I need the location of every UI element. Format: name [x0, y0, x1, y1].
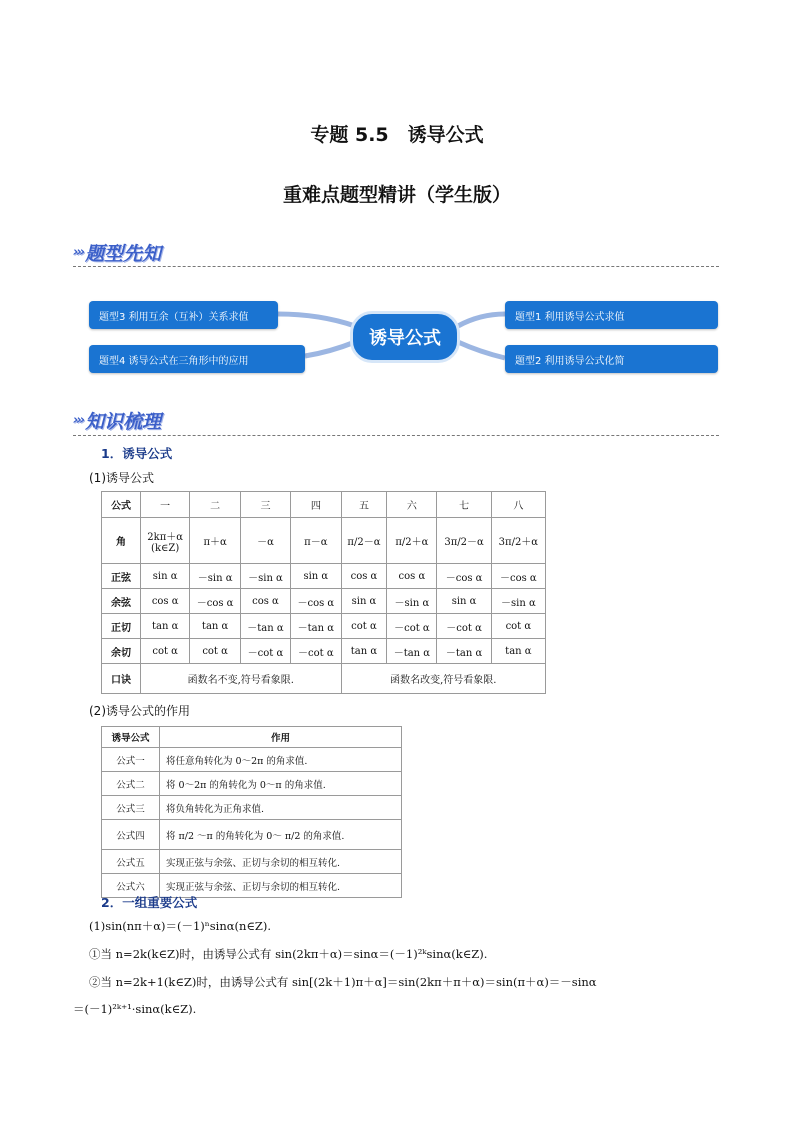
table-cell: －cot α [240, 639, 290, 664]
heading-1: 1．诱导公式 [101, 446, 173, 461]
table-row [102, 796, 402, 820]
section-header-preview [73, 237, 161, 267]
row-label: 余弦 [102, 589, 141, 614]
table-cell: π/2－α [341, 518, 387, 564]
row-label: 余切 [102, 639, 141, 664]
table-row [102, 518, 546, 564]
table-row [102, 639, 546, 664]
usage-table [101, 726, 402, 898]
table-header-cell: 七 [437, 492, 491, 518]
table-cell: 公式三 [102, 796, 160, 820]
table-cell: cot α [190, 639, 241, 664]
table-row [102, 614, 546, 639]
table-row [102, 492, 546, 518]
table-cell: －cos α [291, 589, 342, 614]
section-header-label: 题型先知 [85, 242, 162, 265]
formula-line-4: ＝(－1)²ᵏ⁺¹·sinα(k∈Z). [73, 1002, 197, 1016]
table-cell: －cos α [491, 564, 545, 589]
table-row [102, 850, 402, 874]
table-cell: 公式一 [102, 748, 160, 772]
table-cell: tan α [190, 614, 241, 639]
table-cell: －sin α [491, 589, 545, 614]
mindmap-node-type1: 题型1 利用诱导公式求值 [505, 301, 718, 329]
table-cell: －tan α [387, 639, 437, 664]
formula-table [101, 491, 546, 694]
table-cell: －cot α [387, 614, 437, 639]
table-cell: －tan α [437, 639, 491, 664]
table-cell: －sin α [190, 564, 241, 589]
table-cell: －cos α [190, 589, 241, 614]
table-row [102, 564, 546, 589]
mindmap-node-type4: 题型4 诱导公式在三角形中的应用 [89, 345, 305, 373]
angle-text: 2kπ＋α [147, 531, 184, 543]
table-cell: －sin α [240, 564, 290, 589]
angle-text: (k∈Z) [151, 542, 180, 554]
table-row [102, 664, 546, 694]
table-cell: 将任意角转化为 0～2π 的角求值. [160, 748, 402, 772]
section-header-knowledge [73, 405, 161, 435]
formula-line-3: ②当 n=2k+1(k∈Z)时，由诱导公式有 sin[(2k＋1)π＋α]＝sin(2kπ＋π＋α)＝sin(π＋α)＝－sinα [89, 975, 597, 989]
page-title: 专题 5.5 诱导公式 [310, 124, 484, 146]
row-label: 正弦 [102, 564, 141, 589]
table-header-cell: 作用 [160, 727, 402, 748]
table-cell: π/2＋α [387, 518, 437, 564]
table-cell: cot α [341, 614, 387, 639]
section-header-label: 知识梳理 [85, 410, 162, 433]
table-cell: cos α [240, 589, 290, 614]
table-cell: sin α [291, 564, 342, 589]
table-cell [141, 518, 190, 564]
arrows-icon: ››› [73, 412, 84, 428]
table-row [102, 589, 546, 614]
table-row [102, 820, 402, 850]
table-cell: cos α [387, 564, 437, 589]
row-label: 角 [102, 518, 141, 564]
formula-line-2: ①当 n=2k(k∈Z)时，由诱导公式有 sin(2kπ＋α)＝sinα＝(－1)²ᵏsinα(k∈Z). [89, 947, 488, 961]
mindmap-node-type2: 题型2 利用诱导公式化简 [505, 345, 718, 373]
table-cell: －sin α [387, 589, 437, 614]
table-cell: 实现正弦与余弦、正切与余切的相互转化. [160, 874, 402, 898]
table-cell: 将负角转化为正角求值. [160, 796, 402, 820]
table-cell: －cos α [437, 564, 491, 589]
table-cell: 公式六 [102, 874, 160, 898]
table-header-cell: 三 [240, 492, 290, 518]
heading-2: 2．一组重要公式 [101, 895, 198, 910]
table-header-cell: 一 [141, 492, 190, 518]
table-header-cell: 诱导公式 [102, 727, 160, 748]
table-cell: －tan α [240, 614, 290, 639]
table-cell: 公式二 [102, 772, 160, 796]
table-header-cell: 八 [491, 492, 545, 518]
table-header-cell: 六 [387, 492, 437, 518]
table-cell: sin α [141, 564, 190, 589]
table-cell: sin α [437, 589, 491, 614]
table-row [102, 772, 402, 796]
paragraph-2: (2)诱导公式的作用 [89, 704, 190, 718]
row-label: 口诀 [102, 664, 141, 694]
table-header-cell: 四 [291, 492, 342, 518]
table-cell: 将 π/2 ～π 的角转化为 0～ π/2 的角求值. [160, 820, 402, 850]
arrows-icon: ››› [73, 244, 84, 260]
page-subtitle: 重难点题型精讲（学生版） [282, 184, 511, 206]
mindmap-center: 诱导公式 [350, 311, 460, 363]
table-cell: 公式五 [102, 850, 160, 874]
table-cell: 公式四 [102, 820, 160, 850]
table-cell: －tan α [291, 614, 342, 639]
section-divider [73, 266, 719, 267]
table-cell: 3π/2＋α [491, 518, 545, 564]
table-cell: cos α [341, 564, 387, 589]
table-cell: cot α [141, 639, 190, 664]
table-cell: π＋α [190, 518, 241, 564]
mindmap-node-type3: 题型3 利用互余（互补）关系求值 [89, 301, 278, 329]
mnemonic-cell: 函数名改变,符号看象限. [341, 664, 545, 694]
table-cell: 实现正弦与余弦、正切与余切的相互转化. [160, 850, 402, 874]
table-cell: －cot α [291, 639, 342, 664]
table-header-cell: 公式 [102, 492, 141, 518]
table-cell: 将 0～2π 的角转化为 0～π 的角求值. [160, 772, 402, 796]
table-cell: cos α [141, 589, 190, 614]
row-label: 正切 [102, 614, 141, 639]
table-cell: cot α [491, 614, 545, 639]
table-cell: tan α [491, 639, 545, 664]
table-cell: tan α [141, 614, 190, 639]
table-cell: 3π/2－α [437, 518, 491, 564]
table-cell: π－α [291, 518, 342, 564]
mnemonic-cell: 函数名不变,符号看象限. [141, 664, 342, 694]
paragraph-1: (1)诱导公式 [89, 471, 154, 485]
formula-line-1: (1)sin(nπ＋α)＝(－1)ⁿsinα(n∈Z). [89, 919, 272, 933]
table-cell: －α [240, 518, 290, 564]
table-header-cell: 五 [341, 492, 387, 518]
table-cell: tan α [341, 639, 387, 664]
table-row [102, 727, 402, 748]
section-divider [73, 435, 719, 436]
table-cell: －cot α [437, 614, 491, 639]
table-cell: sin α [341, 589, 387, 614]
table-header-cell: 二 [190, 492, 241, 518]
table-row [102, 748, 402, 772]
